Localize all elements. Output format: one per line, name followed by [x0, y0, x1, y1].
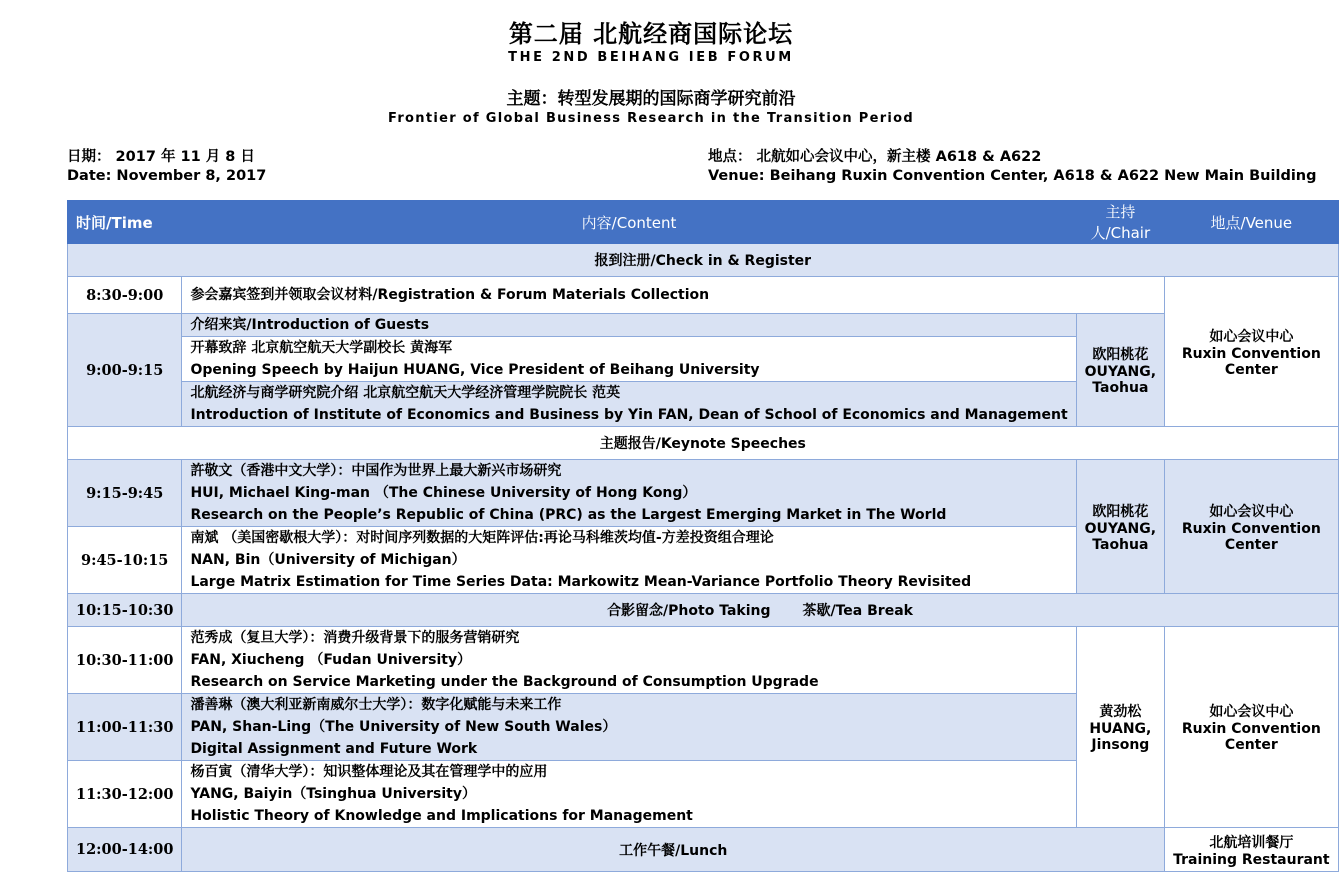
chair-cell	[1076, 460, 1164, 594]
time-cell: 11:30-12:00	[68, 761, 182, 828]
content-line-3: Digital Assignment and Future Work	[190, 741, 478, 757]
venue-cn: 地点： 北航如心会议中心，新主楼 A618 & A622	[708, 149, 1042, 165]
venue-en: Venue: Beihang Ruxin Convention Center, A618 & A622 New Main Building	[708, 168, 1317, 184]
content-line-3: Research on Service Marketing under the Background of Consumption Upgrade	[190, 674, 819, 690]
venue-cell	[1165, 828, 1339, 872]
content-line-2: YANG, Baiyin（Tsinghua University）	[190, 786, 476, 802]
content-line-en: Introduction of Institute of Economics and Business by Yin FAN, Dean of School of Economics and Management	[190, 407, 1068, 423]
venue-cell	[1165, 277, 1339, 427]
lunch-cell: 工作午餐/Lunch	[182, 828, 1165, 872]
venue-cn: 北航培训餐厅	[1209, 834, 1294, 851]
venue-en-1: Ruxin Convention	[1181, 520, 1321, 537]
chair-en-1: OUYANG,	[1084, 364, 1157, 380]
time-cell: 9:15-9:45	[68, 460, 182, 527]
chair-en-2: Taohua	[1092, 380, 1149, 396]
content-line-cn: 北航经济与商学研究院介绍 北京航空航天大学经济管理学院院长 范英	[190, 385, 621, 401]
chair-en-2: Jinsong	[1091, 737, 1150, 753]
content-line-2: PAN, Shan-Ling（The University of New South Wales）	[190, 719, 617, 735]
section-row-keynote	[68, 427, 1339, 460]
time-cell: 10:15-10:30	[68, 594, 182, 627]
content-line-1: 潘善琳（澳大利亚新南威尔士大学）：数字化赋能与未来工作	[190, 697, 562, 713]
venue-en-2: Center	[1224, 536, 1278, 553]
chair-cell	[1076, 314, 1164, 427]
time-cell: 9:45-10:15	[68, 527, 182, 594]
table-row	[68, 460, 1339, 527]
theme-title-en: Frontier of Global Business Research in the Transition Period	[387, 111, 915, 126]
venue-cell	[1165, 627, 1339, 828]
tea-break: 茶歇/Tea Break	[802, 603, 913, 619]
content-cell	[182, 761, 1076, 828]
content-line-2: NAN, Bin（University of Michigan）	[190, 552, 466, 568]
break-cell	[182, 594, 1338, 627]
venue-cn: 如心会议中心	[1209, 704, 1294, 720]
content-line-2: FAN, Xiucheng （Fudan University）	[190, 652, 472, 668]
table-row	[68, 828, 1339, 872]
content-cell	[182, 460, 1076, 527]
schedule-table	[67, 200, 1339, 872]
content-cell	[182, 337, 1076, 382]
content-line-3: Holistic Theory of Knowledge and Implications for Management	[190, 808, 693, 824]
date-en: Date: November 8, 2017	[67, 168, 267, 184]
content-cell: 参会嘉宾签到并领取会议材料/Registration & Forum Materials Collection	[182, 277, 1165, 314]
content-cell	[182, 627, 1076, 694]
time-cell: 8:30-9:00	[68, 277, 182, 314]
content-line-1: 杨百寅（清华大学）：知识整体理论及其在管理学中的应用	[190, 764, 548, 780]
venue-en-1: Ruxin Convention	[1181, 721, 1321, 737]
section-row-register	[68, 244, 1339, 277]
chair-en-2: Taohua	[1092, 536, 1149, 553]
col-header-venue: 地点/Venue	[1165, 201, 1339, 244]
content-line-3: Research on the People’s Republic of China (PRC) as the Largest Emerging Market in The World	[190, 507, 947, 523]
chair-en-1: OUYANG,	[1084, 520, 1157, 537]
content-line-1: 范秀成（复旦大学）：消费升级背景下的服务营销研究	[190, 630, 520, 646]
date-cn: 日期： 2017 年 11 月 8 日	[67, 149, 255, 165]
photo-taking: 合影留念/Photo Taking	[607, 603, 771, 619]
theme-title-cn: 主题：转型发展期的国际商学研究前沿	[506, 89, 796, 109]
content-cell: 介绍来宾/Introduction of Guests	[182, 314, 1076, 337]
col-header-content: 内容/Content	[182, 201, 1076, 244]
col-header-time: 时间/Time	[68, 201, 182, 244]
table-row	[68, 594, 1339, 627]
time-cell: 11:00-11:30	[68, 694, 182, 761]
section-register: 报到注册/Check in & Register	[68, 244, 1339, 277]
table-header-row	[68, 201, 1339, 244]
venue-en: Training Restaurant	[1173, 851, 1330, 868]
venue-cn: 如心会议中心	[1209, 328, 1294, 345]
content-line-2: HUI, Michael King-man （The Chinese University of Hong Kong）	[190, 485, 697, 501]
venue-en-1: Ruxin Convention	[1181, 345, 1321, 362]
forum-title-en: THE 2ND BEIHANG IEB FORUM	[508, 50, 794, 65]
content-line-1: 許敬文（香港中文大学）：中国作为世界上最大新兴市场研究	[190, 463, 562, 479]
content-cell	[182, 382, 1076, 427]
venue-en-2: Center	[1224, 737, 1278, 753]
col-header-chair: 主持人/Chair	[1076, 201, 1164, 244]
table-row	[68, 314, 1339, 337]
time-cell: 10:30-11:00	[68, 627, 182, 694]
table-row	[68, 627, 1339, 694]
chair-cn: 欧阳桃花	[1092, 347, 1149, 363]
content-cell	[182, 527, 1076, 594]
chair-cn: 黄劲松	[1099, 704, 1142, 720]
forum-title-cn: 第二届 北航经商国际论坛	[508, 20, 794, 48]
venue-cell	[1165, 460, 1339, 594]
time-cell: 9:00-9:15	[68, 314, 182, 427]
content-line-en: Opening Speech by Haijun HUANG, Vice President of Beihang University	[190, 362, 760, 378]
venue-en-2: Center	[1224, 361, 1278, 378]
chair-en-1: HUANG,	[1089, 721, 1152, 737]
content-line-3: Large Matrix Estimation for Time Series Data: Markowitz Mean-Variance Portfolio Theory Revisited	[190, 574, 972, 590]
content-cell	[182, 694, 1076, 761]
venue-cn: 如心会议中心	[1209, 503, 1294, 520]
time-cell: 12:00-14:00	[68, 828, 182, 872]
content-line-cn: 开幕致辞 北京航空航天大学副校长 黄海军	[190, 340, 453, 356]
chair-cn: 欧阳桃花	[1092, 503, 1149, 520]
chair-cell	[1076, 627, 1164, 828]
table-row	[68, 277, 1339, 314]
section-keynote: 主题报告/Keynote Speeches	[68, 427, 1339, 460]
content-line-1: 南斌 （美国密歇根大学）：对时间序列数据的大矩阵评估:再论马科维茨均值-方差投资组合理论	[190, 530, 774, 546]
